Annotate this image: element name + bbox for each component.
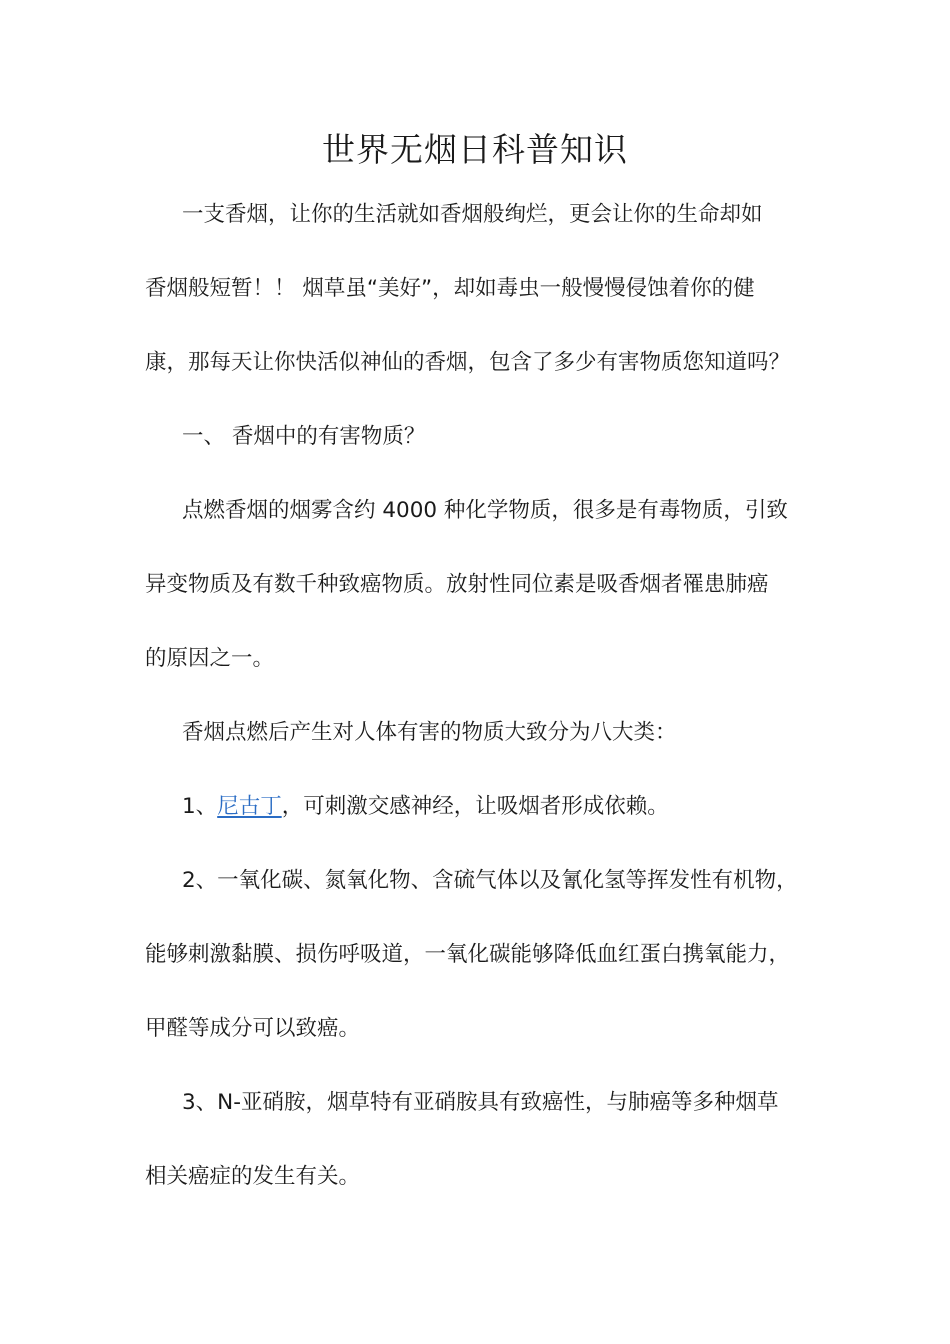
item2-line-1: 2、一氧化碳、氮氧化物、含硫气体以及氰化氢等挥发性有机物， [182, 868, 798, 893]
intro-paragraph [145, 196, 815, 418]
harmful-substances-paragraph [145, 492, 815, 714]
categories-intro: 香烟点燃后产生对人体有害的物质大致分为八大类： [182, 720, 677, 745]
document-title: 世界无烟日科普知识 [322, 130, 628, 169]
document-body [145, 196, 815, 1195]
list-item-3 [145, 1084, 815, 1195]
item3-line-1: 3、N-亚硝胺，烟草特有亚硝胺具有致癌性，与肺癌等多种烟草 [182, 1090, 779, 1115]
item2-line-2: 能够刺激黏膜、损伤呼吸道，一氧化碳能够降低血红蛋白携氧能力， [145, 942, 791, 967]
item1-text: ，可刺激交感神经，让吸烟者形成依赖。 [281, 794, 669, 819]
section-heading: 一、 香烟中的有害物质？ [182, 424, 426, 449]
list-item-2 [145, 862, 815, 1084]
intro-line-2: 香烟般短暂！！ 烟草虽“美好”，却如毒虫一般慢慢侵蚀着你的健 [145, 276, 755, 301]
nicotine-link[interactable]: 尼古丁 [217, 794, 282, 819]
para2-line-3: 的原因之一。 [145, 646, 275, 671]
intro-line-3: 康，那每天让你快活似神仙的香烟，包含了多少有害物质您知道吗？ [145, 350, 791, 375]
para2-line-1: 点燃香烟的烟雾含约 4000 种化学物质，很多是有毒物质，引致 [182, 498, 788, 523]
item3-line-2: 相关癌症的发生有关。 [145, 1164, 361, 1189]
item1-prefix: 1、 [182, 794, 218, 819]
item2-line-3: 甲醛等成分可以致癌。 [145, 1016, 361, 1041]
intro-line-1: 一支香烟，让你的生活就如香烟般绚烂，更会让你的生命却如 [182, 202, 763, 227]
list-item-1 [145, 788, 815, 825]
para2-line-2: 异变物质及有数千种致癌物质。放射性同位素是吸香烟者罹患肺癌 [145, 572, 769, 597]
